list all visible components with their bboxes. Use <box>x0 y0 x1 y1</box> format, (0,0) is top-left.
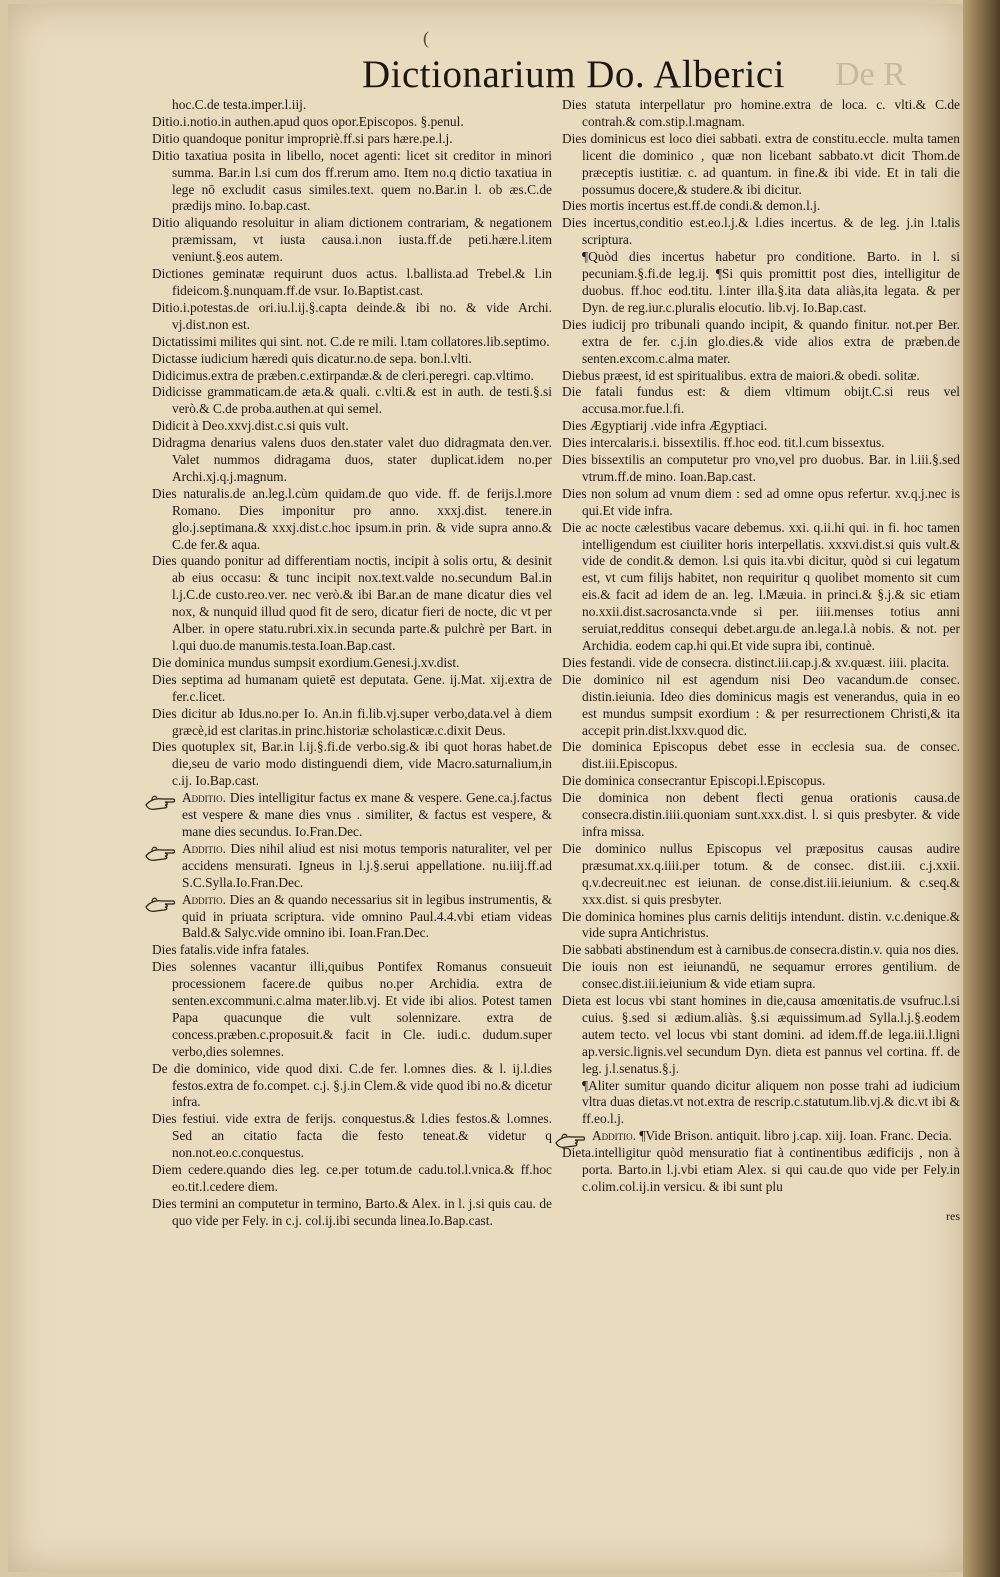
dictionary-entry: Ditio taxatiua posita in libello, nocet agenti: licet sit creditor in minori summa. Bar.in l.si cum dos ff.rerum amo. Item no.q dictio taxatiua in lege nō excludit casus similes.text. quem no.Bar.in l. ob æs.C.de prædijs mino. Io.bap.cast. <box>152 147 552 214</box>
dictionary-entry: Dies dicitur ab Idus.no.per Io. An.in fi.lib.vj.super verbo,data.vel à diem græcè,id est claritas.in princ.historiæ scholasticæ.c.dixit Deus. <box>152 705 552 738</box>
addition-text: Dies nihil aliud est nisi motus temporis naturaliter, vel per accidens mensurati. Igneus in l.j.§.serui appellatione. nu.iiij.ff.ad S.C.Sylla.Io.Fran.Dec. <box>182 840 552 890</box>
dictionary-entry: Dieta.intelligitur quòd mensuratio fiat à continentibus ædificijs , non à porta. Barto.in l.j.vbi etiam Alex. si qui cau.de quo vide per Fely.in c.olim.col.ij.in versicu. & ibi sunt plu <box>562 1145 960 1194</box>
dictionary-entry: Didragma denarius valens duos den.stater valet duo didragmata den.ver. Valet nummos didragama duos, stater duplicat.idem no.per Archi.xj.q.j.magnum. <box>152 435 552 484</box>
addition-entry <box>152 892 552 943</box>
dictionary-entry: Die dominica consecrantur Episcopi.l.Episcopus. <box>562 773 826 789</box>
dictionary-entry: Die iouis non est ieiunandū, ne sequamur errores gentilium. de consec.dist.iii.ieiunium & vide etiam supra. <box>562 959 960 992</box>
dictionary-entry: Die dominica non debent flecti genua orationis causa.de consecra.distin.iiii.quoniam sunt.xxx.dist. l. si quis presbyter. & vide infra missa. <box>562 790 960 839</box>
dictionary-entry: Dies bissextilis an computetur pro vno,vel pro duobus. Bar. in l.iii.§.sed vtrum.ff.de mino. Ioan.Bap.cast. <box>562 452 960 484</box>
addition-label: Additio. <box>182 790 227 806</box>
manicule-icon <box>144 791 176 813</box>
addition-label: Additio. <box>182 840 227 856</box>
catchword: res <box>946 1208 960 1223</box>
dictionary-entry: Ditio aliquando resoluitur in aliam dictionem contrariam, & negationem præmissam, vt iusta causa.i.non iusta.ff.de peti.hære.l.item veniunt.§.eos autem. <box>152 215 552 265</box>
addition-text: Dies an & quando necessarius sit in legibus instrumentis, & quid in priuata scriptura. vide omnino Paul.4.4.vbi etiam videas Bald.& Salyc.vide omnino ibi. Ioan.Fran.Dec. <box>182 891 552 941</box>
addition-text: Dies intelligitur factus ex mane & vespere. Gene.ca.j.factus est vespere & mane dies vnus . similiter, & factus est vespere, & mane dies secundus. Io.Fran.Dec. <box>182 790 552 839</box>
dictionary-entry: Dictasse iudicium hæredi quis dicatur.no.de sepa. bon.l.vlti. <box>152 350 472 366</box>
manicule-icon <box>144 893 176 915</box>
dictionary-entry: Die dominica mundus sumpsit exordium.Genesi.j.xv.dist. <box>152 654 460 670</box>
dictionary-entry: Dies festiui. vide extra de ferijs. conquestus.& l.dies festos.& l.omnes. Sed an citatio facta die festo teneat.& videtur q non.not.eo.c.conquestus. <box>152 1111 552 1161</box>
dictionary-entry: Dies festandi. vide de consecra. distinct.iii.cap.j.& xv.quæst. iiii. placita. <box>562 654 950 670</box>
dictionary-entry: ¶Aliter sumitur quando dicitur aliquem non posse trahi ad iudicium vltra duas dietas.vt not.extra de rescrip.c.statutum.lib.vj.& dic.vt ibi & ff.eo.l.j. <box>582 1077 960 1127</box>
dictionary-entry: De die dominico, vide quod dixi. C.de fer. l.omnes dies. & l. ij.l.dies festos.extra de fo.compet. c.j. §.j.in Clem.& vide quod ibi no.& dicetur infra. <box>152 1060 552 1110</box>
manicule-icon <box>144 842 176 864</box>
right-column <box>562 97 960 1237</box>
dictionary-entry: Dies septima ad humanam quietē est deputata. Gene. ij.Mat. xij.extra de fer.c.licet. <box>152 671 552 704</box>
dictionary-entry: Dies quotuplex sit, Bar.in l.ij.§.fi.de verbo.sig.& ibi quot horas habet.de die,seu de vario modo distinguendi diem, vide Macro.saturnalium,in c.ij. Io.Bap.cast. <box>152 739 552 789</box>
manicule-icon <box>554 1129 586 1151</box>
dictionary-entry: Ditio.i.notio.in authen.apud quos opor.Episcopos. §.penul. <box>152 113 464 129</box>
dictionary-entry: Didicit à Deo.xxvj.dist.c.si quis vult. <box>152 418 349 434</box>
addition-label: Additio. <box>592 1128 637 1144</box>
dictionary-entry: Die dominico nullus Episcopus vel præpositus causas audire præsumat.xx.q.iiii.per totum. & de consec. dist.iii. c.j.xxii. q.v.decreuit.nec est ieiunan. de conse.dist.iii.ieiunium. & c.seq.& xxx.dist. si quis presbyter. <box>562 840 960 907</box>
dictionary-entry: Diem cedere.quando dies leg. ce.per totum.de cadu.tol.l.vnica.& ff.hoc eo.tit.l.cedere diem. <box>152 1162 552 1194</box>
dictionary-entry: Dies non solum ad vnum diem : sed ad omne opus refertur. xv.q.j.nec is qui.Et vide infra. <box>562 485 960 518</box>
addition-entry <box>152 790 552 841</box>
left-column <box>152 97 552 1230</box>
page-title: Dictionarium Do. Alberici <box>362 53 785 96</box>
addition-entry <box>562 1128 960 1145</box>
dictionary-entry: Didicisse grammaticam.de æta.& quali. c.vlti.& est in auth. de testi.§.si verò.& C.de proba.authen.at qui semel. <box>152 384 552 417</box>
dictionary-entry: Dies Ægyptiarij .vide infra Ægyptiaci. <box>562 418 768 434</box>
dictionary-entry: Dictiones geminatæ requirunt duos actus. l.ballista.ad Trebel.& l.in fideicom.§.nunquam.ff.de vsur. Io.Baptist.cast. <box>152 266 552 298</box>
dictionary-entry: Didicimus.extra de præben.c.extirpandæ.& de cleri.peregri. cap.vltimo. <box>152 367 534 383</box>
dictionary-entry: Dies incertus,conditio est.eo.l.j.& l.dies incertus. & de leg. j.in l.talis scriptura. <box>562 215 960 248</box>
dictionary-entry: Die dominica Episcopus debet esse in ecclesia sua. de consec. dist.iii.Episcopus. <box>562 739 960 772</box>
dictionary-entry: Die ac nocte cælestibus vacare debemus. xxi. q.ii.hi qui. in fi. hoc tamen intelligendum est ciuiliter horis interpellatis. xxxvi.dist.si quis vult.& vide de condit.& demon. l.si quis ita.vbi dicitur, quòd si cui legatum est, vt cum filijs habitet, non requiritur q quolibet momento sit cum eis.& facit ad idem de an. leg. l.Mæuia. in princi.& §.j.& sic etiam no.xxii.dist.sacrosancta.vnde si per. iiii.menses totius anni seruiat,redditus consequi debet.argu.de an.lega.l.à nobis. & not. per Archidia. eodem cap.hi qui.Et vide supra ibi, continuè. <box>562 519 960 653</box>
dictionary-entry: Die dominica homines plus carnis delitijs intendunt. distin. v.c.denique.& vide supra Antichristus. <box>562 908 960 941</box>
dictionary-entry: Dieta est locus vbi stant homines in die,causa amœnitatis.de vsufruc.l.si cuius. §.sed si ædium.aliàs. §.si æquissimum.ad Sylla.l.j.§.eodem autem tecto. vel locus vbi stant domini. ad idem.ff.de lega.iii.l.ligni ap.versic.lignis.vel secundum Dyn. dieta est pannus vel cortina. ff. de leg. j.l.senatus.§.j. <box>562 993 960 1076</box>
dictionary-entry: Dies quando ponitur ad differentiam noctis, incipit à solis ortu, & desinit ab eius occasu: & tunc incipit nox.text.valde no.secundum Bal.in l.j.C.de custo.reo.ver. nec verò.& ibi Bar.an de mane dicatur dies vel nox, & nunquid illud quod fit de sero, dicatur fieri de nocte, dic vt per Alber. in opere statu.rubri.xix.in secunda parte.& pulchrè per Bart. in l.qui duo.de manumis.testa.Ioan.Bap.cast. <box>152 553 552 653</box>
dictionary-entry: Dies mortis incertus est.ff.de condi.& demon.l.j. <box>562 198 821 214</box>
dictionary-entry: Dies solennes vacantur illi,quibus Pontifex Romanus consueuit processionem facere.de quibus no.per Archidia. extra de senten.excommuni.c.alma mater.lib.vj. Et vide ibi alios. Potest tamen Papa quacunque die vult solennizare. extra de concess.præben.c.proposuit.& facit in Cle. iudi.c. dudum.super verbo,dies solemnes. <box>152 959 552 1059</box>
binding-edge <box>963 0 1000 1577</box>
dictionary-entry: ¶Quòd dies incertus habetur pro conditione. Barto. in l. si pecuniam.§.fi.de leg.ij. ¶Si quis promittit post dies, intelligitur de duobus. ff.hoc eod.titu. l.inter illa.§.ita data aliàs,ita legata. & per Dyn. de reg.iur.c.pluralis elocutio. lib.vj. Io.Bap.cast. <box>582 249 960 315</box>
dictionary-entry: Dies intercalaris.i. bissextilis. ff.hoc eod. tit.l.cum bissextus. <box>562 435 885 451</box>
bleed-through-title: De R <box>835 56 906 93</box>
margin-mark: ( <box>423 28 429 48</box>
page-header <box>0 50 960 100</box>
dictionary-entry: Diebus præest, id est spiritualibus. extra de maiori.& obedi. solitæ. <box>562 367 920 383</box>
dictionary-entry: Dies dominicus est loco diei sabbati. extra de constitu.eccle. multa tamen licent die dominico , quæ non licebant sabbato.vt dicit Thom.de præceptis iustitiæ. c. ad quantum. in fine.& ibi vide. Et in tali die possumus docere,& studere.& ibi dicitur. <box>562 130 960 197</box>
dictionary-entry: hoc.C.de testa.imper.l.iij. <box>172 97 307 112</box>
addition-entry <box>152 841 552 892</box>
dictionary-entry: Dies fatalis.vide infra fatales. <box>152 942 310 958</box>
dictionary-entry: Die fatali fundus est: & diem vltimum obijt.C.si reus vel accusa.mor.fue.l.fi. <box>562 384 960 417</box>
addition-label: Additio. <box>182 891 227 907</box>
dictionary-entry: Die dominico nil est agendum nisi Deo vacandum.de consec. distin.ieiunia. Ideo dies dominicus magis est venerandus, quia in eo est mundus sumpsit exordium : & per resurrectionem Christi,& ita accepit prin.dist.lxxv.quod dic. <box>562 671 960 738</box>
dictionary-entry: Die sabbati abstinendum est à carnibus.de consecra.distin.v. quia nos dies. <box>562 942 960 958</box>
dictionary-entry: Ditio.i.potestas.de ori.iu.l.ij.§.capta deinde.& ibi no. & vide Archi. vj.dist.non est. <box>152 299 552 332</box>
dictionary-entry: Dies naturalis.de an.leg.l.cùm quidam.de quo vide. ff. de ferijs.l.more Romano. Dies imponitur pro anno. xxxj.dist. tenere.in glo.j.septimana.& xxxj.dist.c.hoc ipsum.in prin. & vide supra anno.& C.de fer.& aqua. <box>152 485 552 552</box>
addition-text: ¶Vide Brison. antiquit. libro j.cap. xiij. Ioan. Franc. Decia. <box>636 1128 952 1144</box>
dictionary-entry: Dies statuta interpellatur pro homine.extra de loca. c. vlti.& C.de contrah.& com.stip.l.magnam. <box>562 97 960 129</box>
dictionary-entry: Dictatissimi milites qui sint. not. C.de re mili. l.tam collatores.lib.septimo. <box>152 333 550 349</box>
dictionary-entry: Dies iudicij pro tribunali quando incipit, & quando finitur. not.per Ber. extra de fer. c.j.in glo.dies.& vide alios extra de præben.de senten.excom.c.alma mater. <box>562 316 960 366</box>
dictionary-entry: Ditio quandoque ponitur impropriè.ff.si pars hære.pe.l.j. <box>152 130 453 146</box>
dictionary-entry: Dies termini an computetur in termino, Barto.& Alex. in l. j.si quis cau. de quo vide per Fely. in c.j. col.ij.ibi secunda linea.Io.Bap.cast. <box>152 1195 552 1228</box>
